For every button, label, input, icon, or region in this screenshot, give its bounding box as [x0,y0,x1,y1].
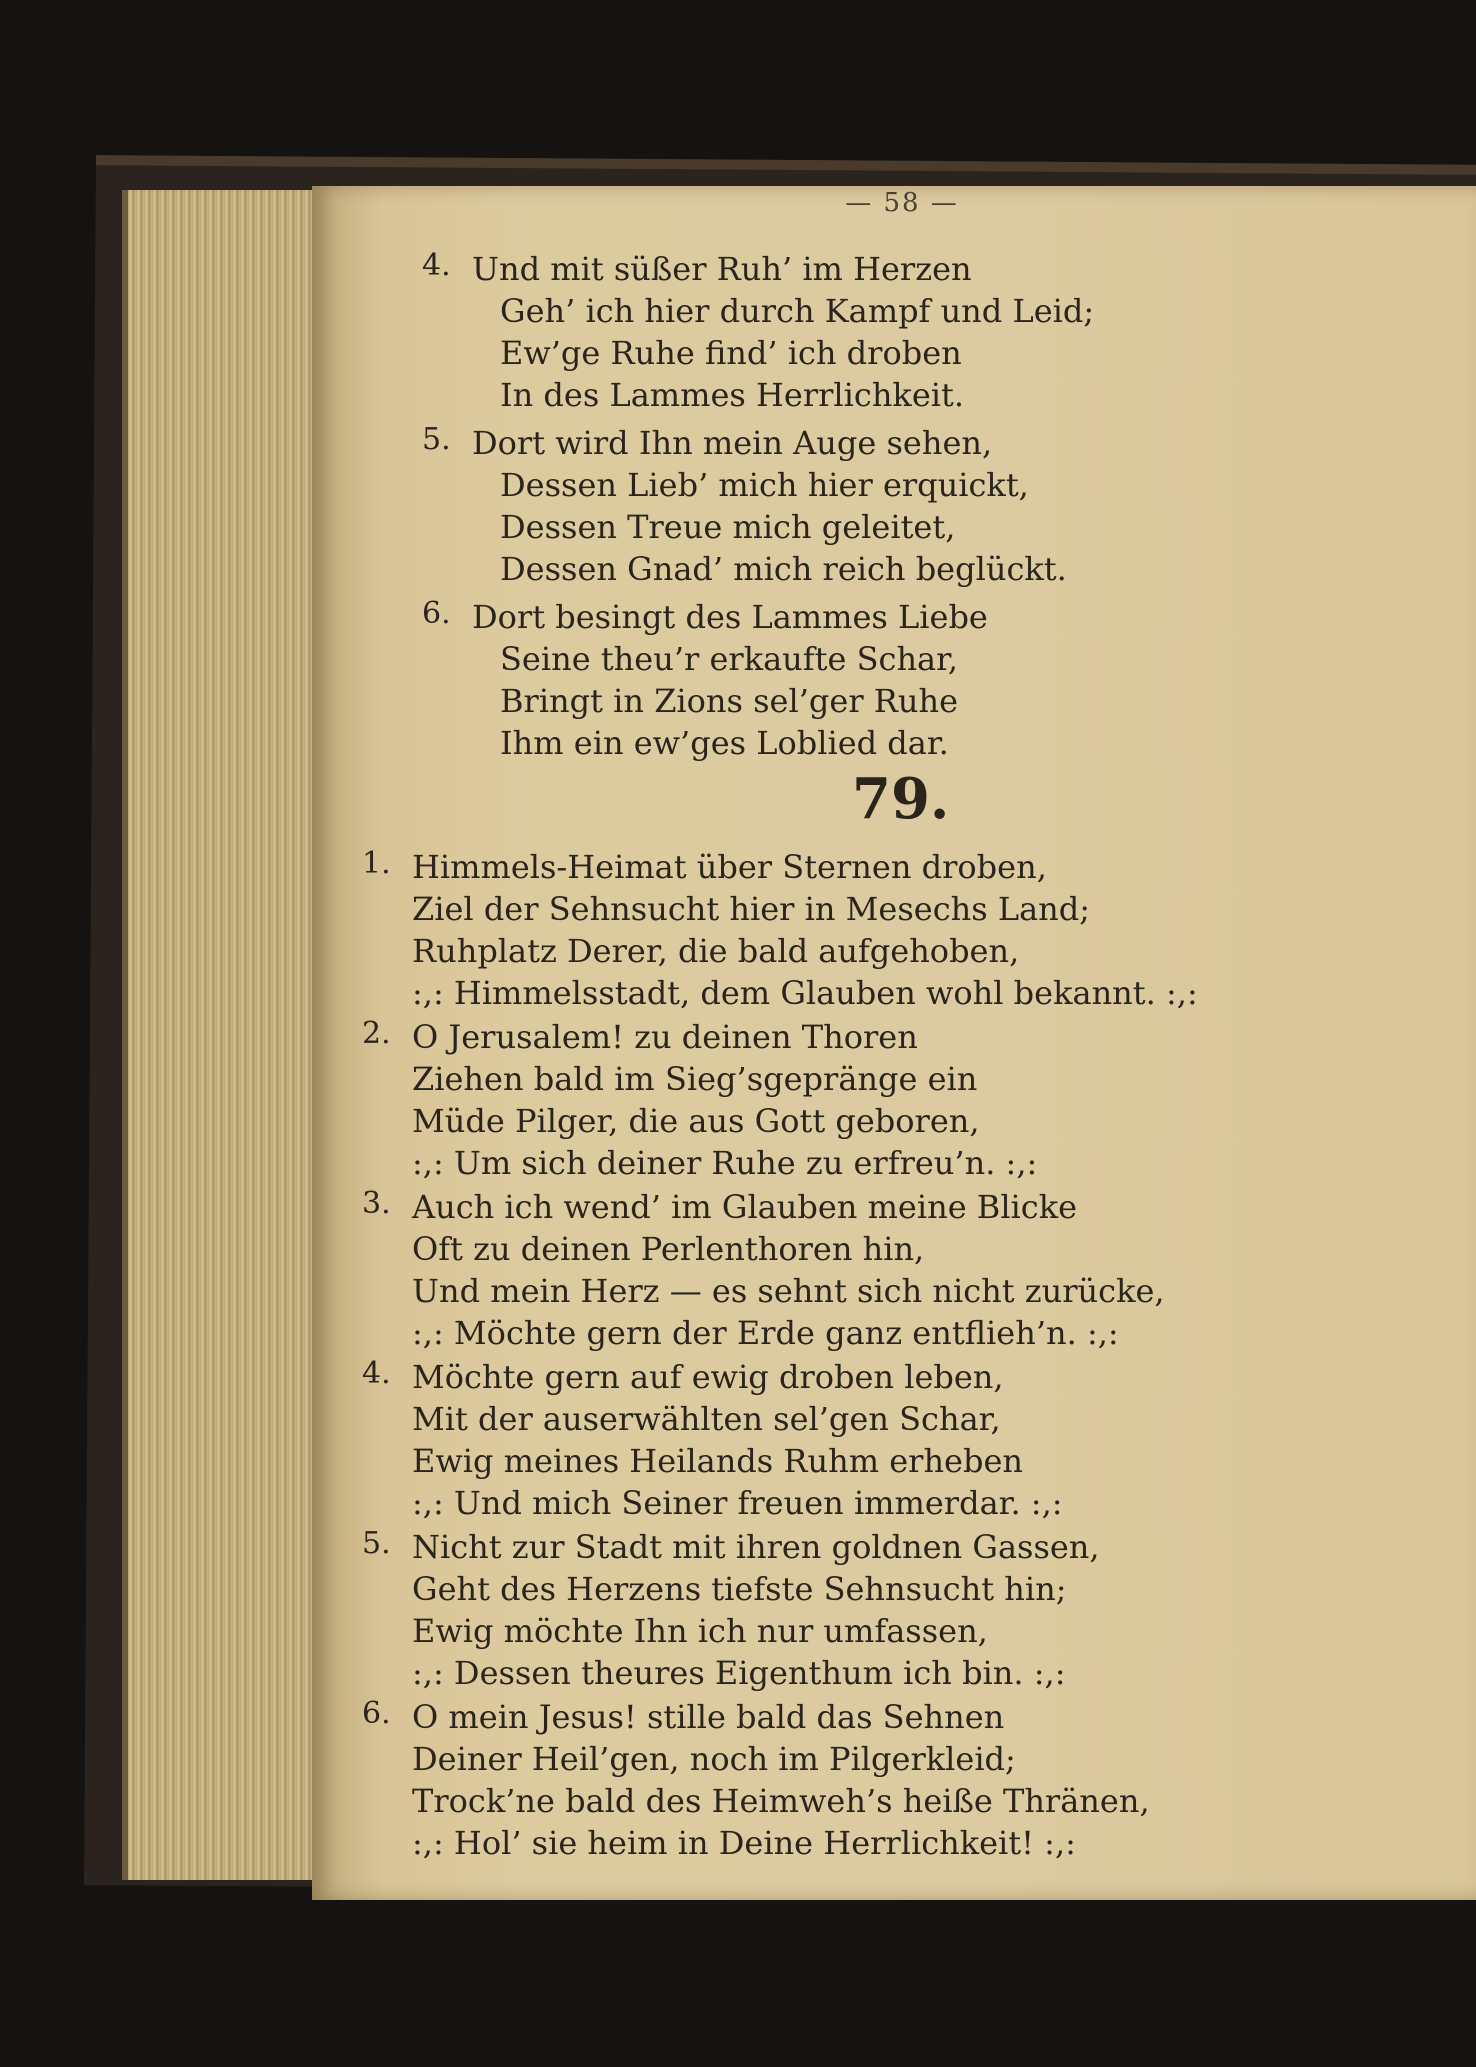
verse-line: Ew’ge Ruhe find’ ich droben [500,334,962,372]
verse-line: Und mein Herz — es sehnt sich nicht zurücke, [412,1272,1165,1310]
verse-line: Himmels-Heimat über Sternen droben, [412,848,1047,886]
verse-line: :,: Um sich deiner Ruhe zu erfreu’n. :,: [412,1144,1038,1182]
verse-line: Ziel der Sehnsucht hier in Mesechs Land; [412,890,1091,928]
verse-line: Auch ich wend’ im Glauben meine Blicke [412,1188,1078,1226]
verse-line: Mit der auserwählten sel’gen Schar, [412,1400,1001,1438]
verse-line: Geht des Herzens tiefste Sehnsucht hin; [412,1570,1067,1608]
page-number: — 58 — [845,188,959,218]
verse-line: Dessen Lieb’ mich hier erquickt, [500,466,1029,504]
stanza-4 [362,1356,1063,1524]
verse-line: :,: Hol’ sie heim in Deine Herrlichkeit! :,: [412,1824,1076,1862]
verse-line: Bringt in Zions sel’ger Ruhe [500,682,959,720]
verse-line: :,: Himmelsstadt, dem Glauben wohl bekannt. :,: [412,974,1198,1012]
verse-line: O Jerusalem! zu deinen Thoren [412,1018,918,1056]
stanza-number: 6. [362,1696,391,1731]
stanza-number: 5. [422,422,451,457]
verse-line: Ruhplatz Derer, die bald aufgehoben, [412,932,1020,970]
stanza-number: 5. [362,1526,391,1561]
verse-line: Ewig meines Heilands Ruhm erheben [412,1442,1024,1480]
verse-line: O mein Jesus! stille bald das Sehnen [412,1698,1005,1736]
stanza-number: 1. [362,846,391,881]
stanza-1 [362,846,1198,1014]
verse-line: Ziehen bald im Sieg’sgepränge ein [412,1060,978,1098]
verse-line: Geh’ ich hier durch Kampf und Leid; [500,292,1095,330]
stanza-6 [362,1696,1150,1864]
verse-line: Möchte gern auf ewig droben leben, [412,1358,1004,1396]
prev-stanza-5 [422,422,1067,590]
stanza-5 [362,1526,1100,1694]
stanza-number: 3. [362,1186,391,1221]
verse-line: Ewig möchte Ihn ich nur umfassen, [412,1612,988,1650]
verse-line: Dessen Treue mich geleitet, [500,508,956,546]
verse-line: Dessen Gnad’ mich reich beglückt. [500,550,1067,588]
stanza-number: 6. [422,596,451,631]
prev-stanza-6 [422,596,988,764]
verse-line: Ihm ein ew’ges Loblied dar. [500,724,949,762]
verse-line: Dort wird Ihn mein Auge sehen, [472,424,993,462]
book-page [312,186,1476,1900]
verse-line: Und mit süßer Ruh’ im Herzen [472,250,972,288]
stanza-number: 4. [422,248,451,283]
verse-line: Nicht zur Stadt mit ihren goldnen Gassen, [412,1528,1100,1566]
stanza-2 [362,1016,1038,1184]
stanza-number: 4. [362,1356,391,1391]
verse-line: Dort besingt des Lammes Liebe [472,598,988,636]
stanza-number: 2. [362,1016,391,1051]
verse-line: Seine theu’r erkaufte Schar, [500,640,959,678]
verse-line: In des Lammes Herrlichkeit. [500,376,965,414]
stanza-3 [362,1186,1165,1354]
verse-line: Deiner Heil’gen, noch im Pilgerkleid; [412,1740,1016,1778]
verse-line: :,: Möchte gern der Erde ganz entflieh’n. :,: [412,1314,1119,1352]
prev-stanza-4 [422,248,1095,416]
verse-line: Trock’ne bald des Heimweh’s heiße Thränen, [412,1782,1150,1820]
hymn-number: 79. [852,766,950,832]
verse-line: :,: Und mich Seiner freuen immerdar. :,: [412,1484,1063,1522]
verse-line: Oft zu deinen Perlenthoren hin, [412,1230,925,1268]
verse-line: Müde Pilger, die aus Gott geboren, [412,1102,980,1140]
verse-line: :,: Dessen theures Eigenthum ich bin. :,: [412,1654,1066,1692]
